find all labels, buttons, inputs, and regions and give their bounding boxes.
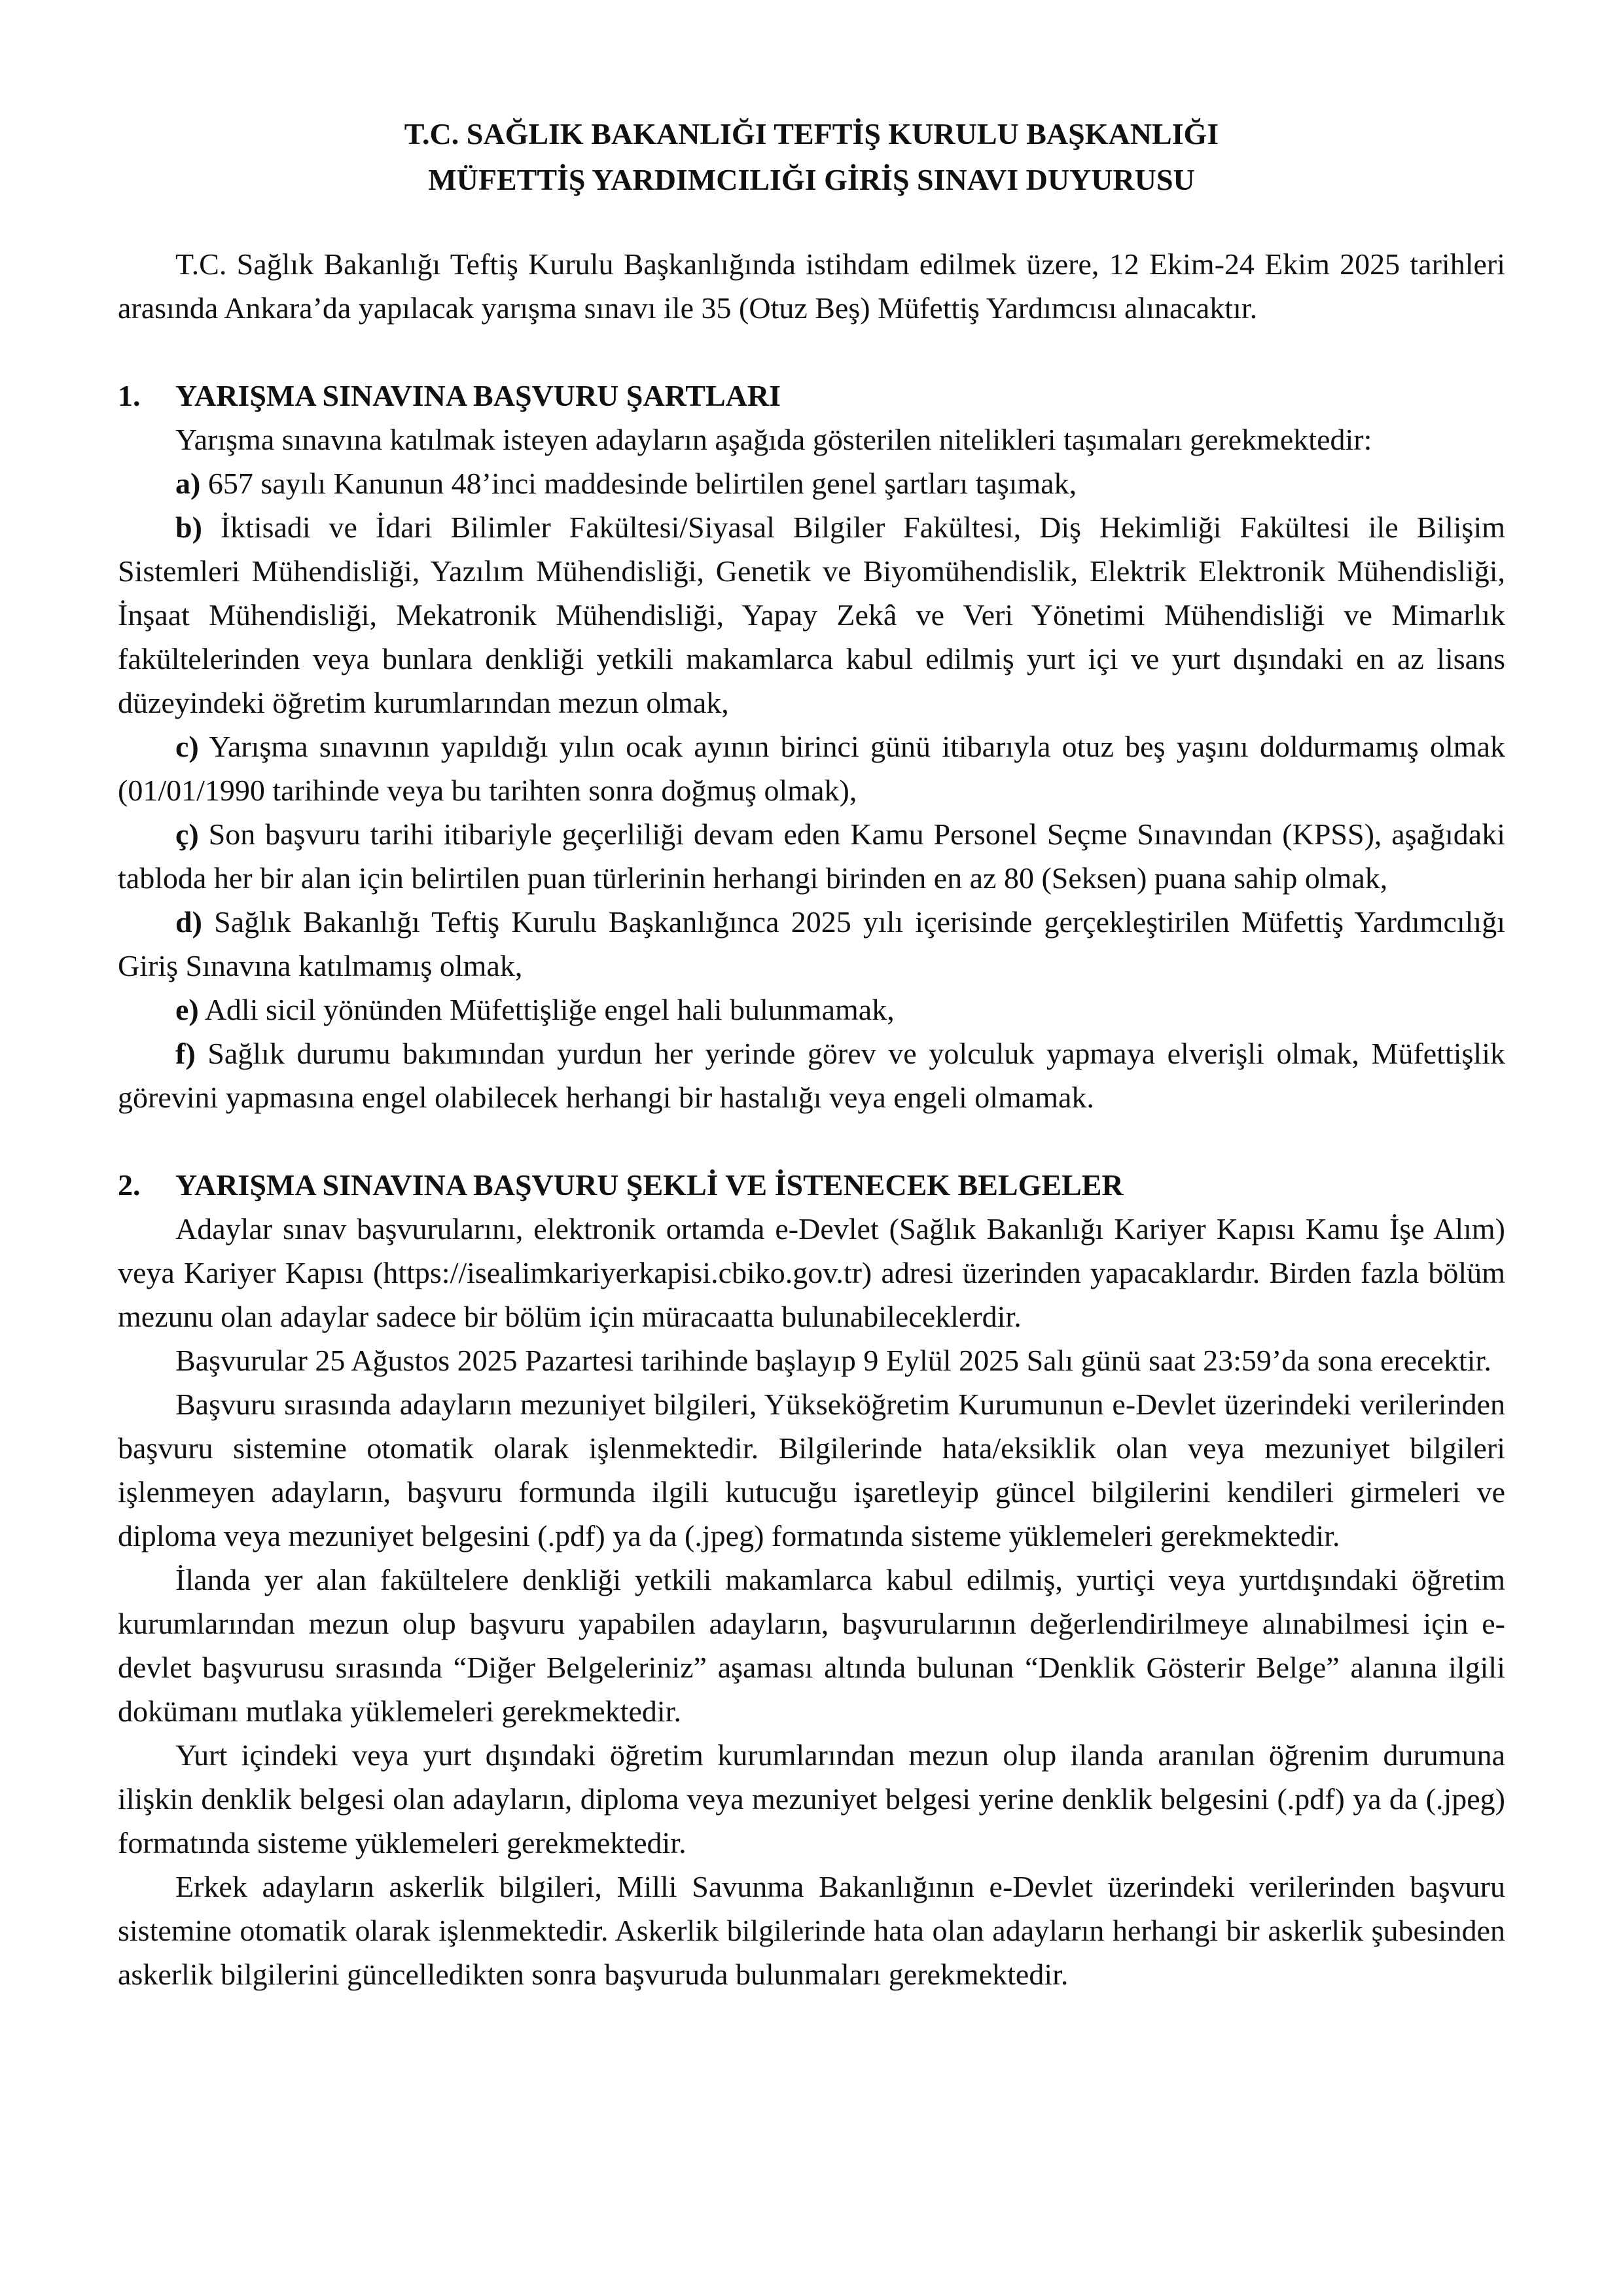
item-text: Adli sicil yönünden Müfettişliğe engel hali bulunmamak,	[198, 993, 895, 1026]
item-label: a)	[175, 467, 201, 500]
section-1-lead: Yarışma sınavına katılmak isteyen adayların aşağıda gösterilen nitelikleri taşımaları gerekmektedir:	[175, 423, 1372, 456]
section-2-paragraph: Başvurular 25 Ağustos 2025 Pazartesi tarihinde başlayıp 9 Eylül 2025 Salı günü saat 23:59’da sona erecektir.	[175, 1344, 1491, 1377]
section-1	[118, 374, 1505, 1119]
title-line-1: T.C. SAĞLIK BAKANLIĞI TEFTİŞ KURULU BAŞKANLIĞI	[404, 117, 1219, 151]
section-2	[118, 1163, 1505, 1996]
requirement-item-c	[118, 725, 1505, 812]
intro-paragraph: T.C. Sağlık Bakanlığı Teftiş Kurulu Başkanlığında istihdam edilmek üzere, 12 Ekim-24 Ekim 2025 tarihleri arasında Ankara’da yapılacak yarışma sınavı ile 35 (Otuz Beş) Müfettiş Yardımcısı alınacaktır.	[118, 247, 1505, 325]
section-2-paragraph: İlanda yer alan fakültelere denkliği yetkili makamlarca kabul edilmiş, yurtiçi veya yurtdışındaki öğretim kurumlarından mezun olup başvuru yapabilen adayların, başvurularının değerlendirilmeye alınabilmesi için e-devlet başvurusu sırasında “Diğer Belgeleriniz” aşaması altında bulunan “Denklik Gösterir Belge” alanına ilgili dokümanı mutlaka yüklemeleri gerekmektedir.	[118, 1563, 1505, 1728]
requirement-item-b	[118, 505, 1505, 725]
item-text: İktisadi ve İdari Bilimler Fakültesi/Siyasal Bilgiler Fakültesi, Diş Hekimliği Fakültesi ile Bilişim Sistemleri Mühendisliği, Yazılım Mühendisliği, Genetik ve Biyomühendislik, Elektrik Elektronik Mühendisliği, İnşaat Mühendisliği, Mekatronik Mühendisliği, Yapay Zekâ ve Veri Yönetimi Mühendisliği ve Mimarlık fakültelerinden veya bunlara denkliği yetkili makamlarca kabul edilmiş yurt içi ve yurt dışındaki en az lisans düzeyindeki öğretim kurumlarından mezun olmak,	[118, 511, 1505, 719]
section-2-title: YARIŞMA SINAVINA BAŞVURU ŞEKLİ VE İSTENECEK BELGELER	[175, 1168, 1124, 1202]
section-2-paragraph: Yurt içindeki veya yurt dışındaki öğretim kurumlarından mezun olup ilanda aranılan öğrenim durumuna ilişkin denklik belgesi olan adayların, diploma veya mezuniyet belgesi yerine denklik belgesini (.pdf) ya da (.jpeg) formatında sisteme yüklemeleri gerekmektedir.	[118, 1738, 1505, 1859]
item-label: c)	[175, 730, 199, 763]
requirement-item-d	[118, 900, 1505, 988]
item-label: f)	[175, 1037, 196, 1070]
section-2-paragraph: Erkek adayların askerlik bilgileri, Milli Savunma Bakanlığının e-Devlet üzerindeki verilerinden başvuru sistemine otomatik olarak işlenmektedir. Askerlik bilgilerinde hata olan adayların herhangi bir askerlik şubesinden askerlik bilgilerini güncelledikten sonra başvuruda bulunmaları gerekmektedir.	[118, 1870, 1505, 1991]
section-1-number: 1.	[118, 379, 141, 412]
item-label: e)	[175, 993, 199, 1026]
section-2-paragraph: Başvuru sırasında adayların mezuniyet bilgileri, Yükseköğretim Kurumunun e-Devlet üzerindeki verilerinden başvuru sistemine otomatik olarak işlenmektedir. Bilgilerinde hata/eksiklik olan veya mezuniyet bilgileri işlenmeyen adayların, başvuru formunda ilgili kutucuğu işaretleyip güncel bilgilerini kendileri girmeleri ve diploma veya mezuniyet belgesini (.pdf) ya da (.jpeg) formatında sisteme yüklemeleri gerekmektedir.	[118, 1388, 1505, 1552]
item-text: Son başvuru tarihi itibariyle geçerliliği devam eden Kamu Personel Seçme Sınavından (KPSS), aşağıdaki tabloda her bir alan için belirtilen puan türlerinin herhangi birinden en az 80 (Seksen) puana sahip olmak,	[118, 817, 1505, 895]
requirement-item-e	[118, 988, 1505, 1031]
section-1-heading	[118, 374, 1505, 418]
section-1-title: YARIŞMA SINAVINA BAŞVURU ŞARTLARI	[175, 379, 781, 412]
document-page	[118, 111, 1505, 1996]
item-text: Yarışma sınavının yapıldığı yılın ocak ayının birinci günü itibarıyla otuz beş yaşını doldurmamış olmak (01/01/1990 tarihinde veya bu tarihten sonra doğmuş olmak),	[118, 730, 1505, 807]
item-label: b)	[175, 511, 202, 544]
item-text: Sağlık durumu bakımından yurdun her yerinde görev ve yolculuk yapmaya elverişli olmak, Müfettişlik görevini yapmasına engel olabilecek herhangi bir hastalığı veya engeli olmamak.	[118, 1037, 1505, 1114]
document-title	[118, 111, 1505, 203]
requirement-item-c-cedilla	[118, 812, 1505, 900]
item-text: 657 sayılı Kanunun 48’inci maddesinde belirtilen genel şartları taşımak,	[200, 467, 1077, 500]
requirement-item-f	[118, 1031, 1505, 1119]
title-line-2: MÜFETTİŞ YARDIMCILIĞI GİRİŞ SINAVI DUYURUSU	[428, 163, 1195, 196]
item-text: Sağlık Bakanlığı Teftiş Kurulu Başkanlığınca 2025 yılı içerisinde gerçekleştirilen Müfettiş Yardımcılığı Giriş Sınavına katılmamış olmak,	[118, 905, 1505, 982]
item-label: d)	[175, 905, 202, 939]
item-label: ç)	[175, 817, 199, 851]
section-2-paragraph: Adaylar sınav başvurularını, elektronik ortamda e-Devlet (Sağlık Bakanlığı Kariyer Kapısı Kamu İşe Alım) veya Kariyer Kapısı (https://isealimkariyerkapisi.cbiko.gov.tr) adresi üzerinden yapacaklardır. Birden fazla bölüm mezunu olan adaylar sadece bir bölüm için müracaatta bulunabileceklerdir.	[118, 1212, 1505, 1333]
section-2-number: 2.	[118, 1168, 141, 1202]
section-2-heading	[118, 1163, 1505, 1207]
requirement-item-a	[118, 461, 1505, 505]
